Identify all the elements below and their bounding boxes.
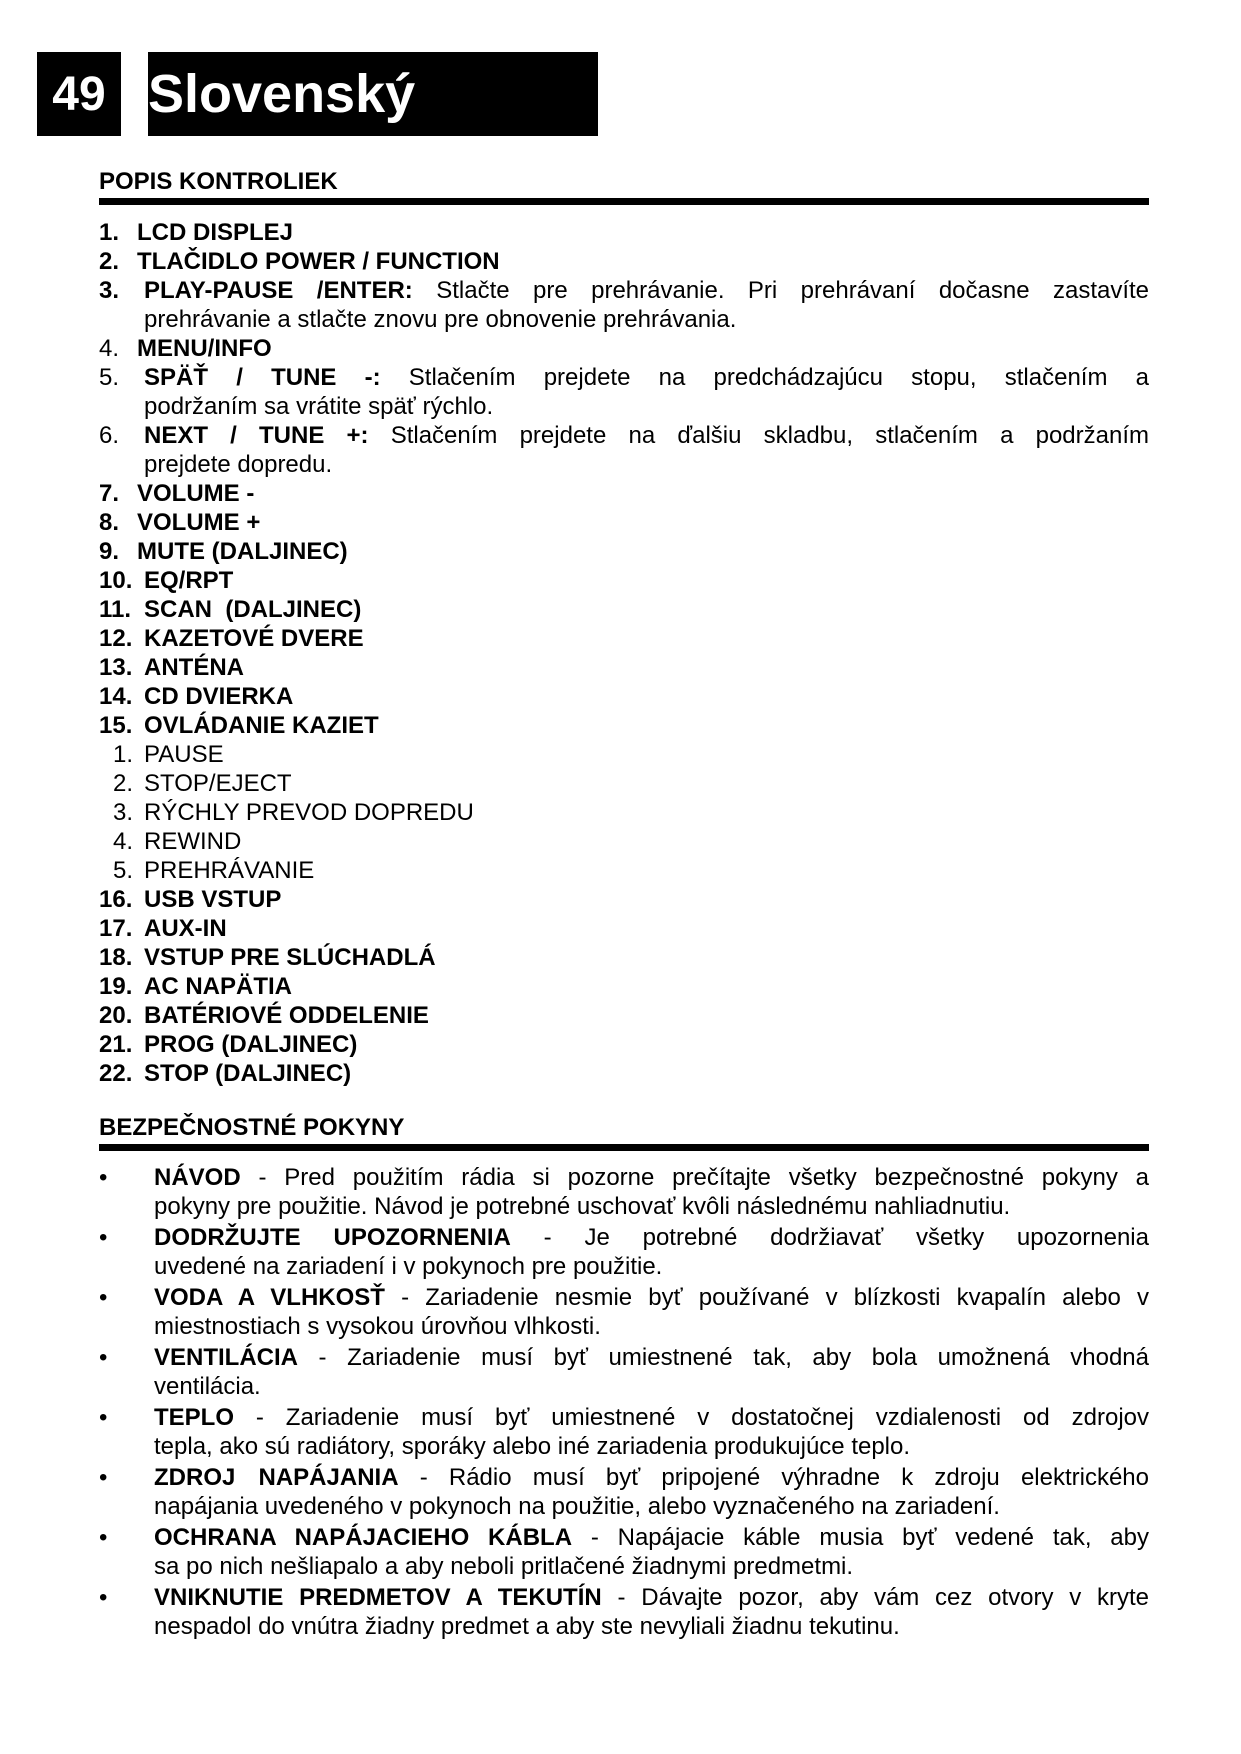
- list-item: 1. LCD DISPLEJ: [99, 219, 294, 246]
- list-item: 11. SCAN (DALJINEC): [99, 596, 362, 623]
- list-item: 4. MENU/INFO: [99, 335, 272, 362]
- bullet-icon: •: [99, 1164, 108, 1191]
- list-item: 15. OVLÁDANIE KAZIET: [99, 712, 379, 739]
- list-item: • VENTILÁCIA - Zariadenie musí byť umiestnené tak, aby bola umožnená vhodná ventilácia.: [99, 1344, 1149, 1400]
- list-item: 2. TLAČIDLO POWER / FUNCTION: [99, 248, 500, 275]
- list-item: • VODA A VLHKOSŤ - Zariadenie nesmie byť používané v blízkosti kvapalín alebo v miestnostiach s vysokou úrovňou vlhkosti.: [99, 1284, 1149, 1340]
- bullet-icon: •: [99, 1284, 108, 1311]
- list-item: 12. KAZETOVÉ DVERE: [99, 625, 364, 652]
- list-item: • VNIKNUTIE PREDMETOV A TEKUTÍN - Dávajte pozor, aby vám cez otvory v kryte nespadol do vnútra žiadny predmet a aby ste nevyliali žiadnu tekutinu.: [99, 1584, 1149, 1640]
- list-item: 5. SPÄŤ / TUNE -: Stlačením prejdete na predchádzajúcu stopu, stlačením a podržaním sa vrátite späť rýchlo.: [99, 364, 1150, 420]
- list-item: 8. VOLUME +: [99, 509, 261, 536]
- bullet-icon: •: [99, 1224, 108, 1251]
- sub-list-item: 5. PREHRÁVANIE: [113, 857, 315, 884]
- list-item: 17. AUX-IN: [99, 915, 227, 942]
- list-item: • ZDROJ NAPÁJANIA - Rádio musí byť pripojené výhradne k zdroju elektrického napájania uvedeného v pokynoch na použitie, alebo vyznačeného na zariadení.: [99, 1464, 1149, 1520]
- sub-list-item: 4. REWIND: [113, 828, 242, 855]
- bullet-icon: •: [99, 1404, 108, 1431]
- controls-heading: POPIS KONTROLIEK: [99, 168, 338, 195]
- sub-list-item: 1. PAUSE: [113, 741, 224, 768]
- safety-heading: BEZPEČNOSTNÉ POKYNY: [99, 1114, 405, 1141]
- safety-divider: [99, 1144, 1149, 1151]
- list-item: • OCHRANA NAPÁJACIEHO KÁBLA - Napájacie káble musia byť vedené tak, aby sa po nich nešliapalo a aby neboli pritlačené žiadnymi predmetmi.: [99, 1524, 1149, 1580]
- safety-list: [99, 1163, 1149, 1643]
- bullet-icon: •: [99, 1344, 108, 1371]
- list-item: 22. STOP (DALJINEC): [99, 1060, 352, 1087]
- list-item: 16. USB VSTUP: [99, 886, 282, 913]
- list-item: 7. VOLUME -: [99, 480, 255, 507]
- sub-list-item: 3. RÝCHLY PREVOD DOPREDU: [113, 799, 474, 826]
- list-item: • NÁVOD - Pred použitím rádia si pozorne prečítajte všetky bezpečnostné pokyny a pokyny pre použitie. Návod je potrebné uschovať kvôli následnému nahliadnutiu.: [99, 1164, 1149, 1220]
- list-item: 10. EQ/RPT: [99, 567, 234, 594]
- list-item: 6. NEXT / TUNE +: Stlačením prejdete na ďalšiu skladbu, stlačením a podržaním prejdete dopredu.: [99, 422, 1149, 478]
- controls-list: [99, 218, 1149, 1088]
- list-item: 20. BATÉRIOVÉ ODDELENIE: [99, 1002, 429, 1029]
- list-item: 14. CD DVIERKA: [99, 683, 294, 710]
- list-item: • TEPLO - Zariadenie musí byť umiestnené v dostatočnej vzdialenosti od zdrojov tepla, ako sú radiátory, sporáky alebo iné zariadenia produkujúce teplo.: [99, 1404, 1149, 1460]
- list-item: 3. PLAY-PAUSE /ENTER: Stlačte pre prehrávanie. Pri prehrávaní dočasne zastavíte prehrávanie a stlačte znovu pre obnovenie prehrávania.: [99, 277, 1150, 333]
- list-item: 18. VSTUP PRE SLÚCHADLÁ: [99, 944, 436, 971]
- bullet-icon: •: [99, 1464, 108, 1491]
- list-item: 9. MUTE (DALJINEC): [99, 538, 348, 565]
- language-title: Slovenský: [148, 52, 598, 136]
- list-item: 13. ANTÉNA: [99, 654, 244, 681]
- list-item: 21. PROG (DALJINEC): [99, 1031, 358, 1058]
- list-item: • DODRŽUJTE UPOZORNENIA - Je potrebné dodržiavať všetky upozornenia uvedené na zariadení i v pokynoch pre použitie.: [99, 1224, 1149, 1280]
- list-item: 19. AC NAPÄTIA: [99, 973, 292, 1000]
- page-number: 49: [37, 52, 121, 136]
- bullet-icon: •: [99, 1524, 108, 1551]
- bullet-icon: •: [99, 1584, 108, 1611]
- sub-list-item: 2. STOP/EJECT: [113, 770, 292, 797]
- controls-divider: [99, 198, 1149, 205]
